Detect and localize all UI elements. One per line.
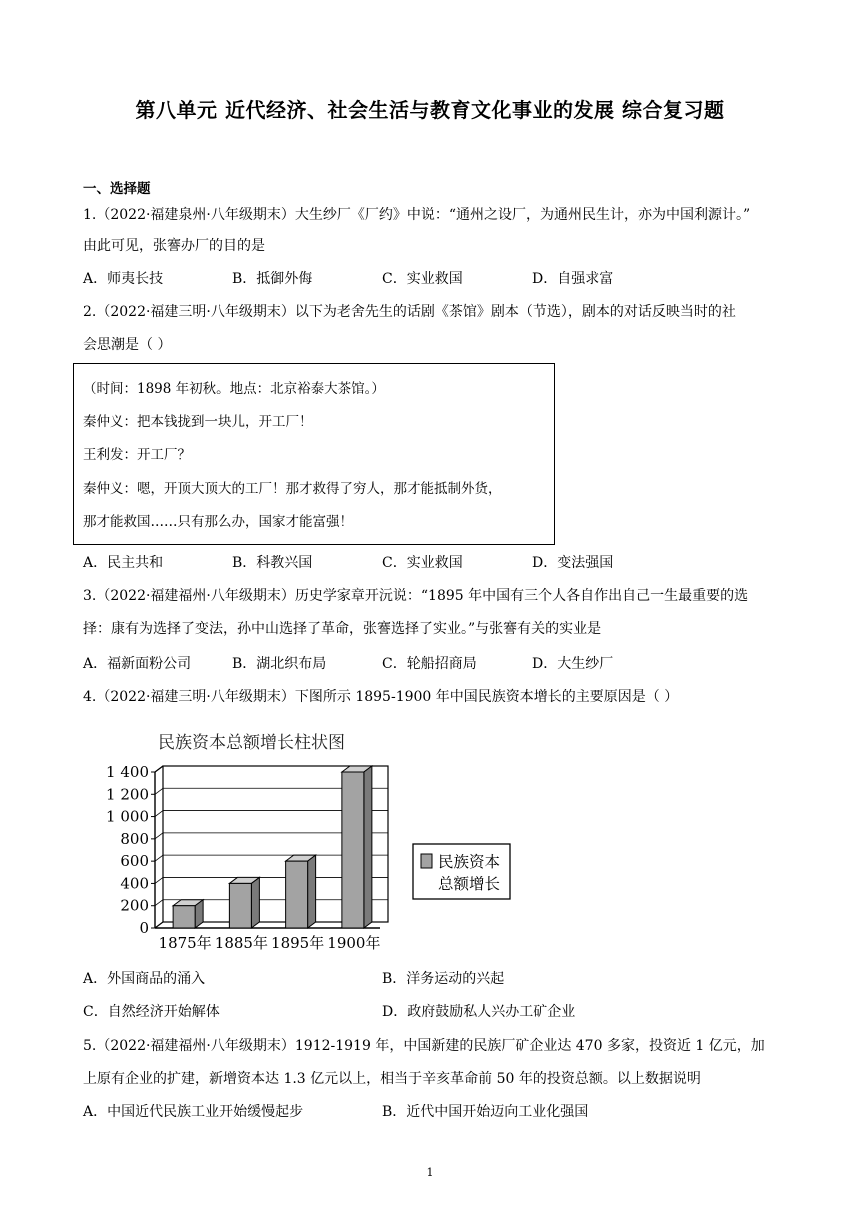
q5-option-a[interactable]: A．中国近代民族工业开始缓慢起步	[83, 1104, 304, 1120]
q3-option-d[interactable]: D．大生纱厂	[532, 656, 614, 672]
chart-gridline	[155, 877, 163, 883]
chart-bar-side	[308, 855, 316, 928]
q3-option-b[interactable]: B．湖北织布局	[232, 656, 327, 672]
q4-option-a[interactable]: A．外国商品的涌入	[83, 971, 206, 987]
q4-option-c[interactable]: C．自然经济开始解体	[83, 1004, 220, 1020]
chart-x-tick-label: 1885年	[214, 934, 268, 952]
chart-legend-swatch	[421, 854, 432, 868]
q2-stem-line1: 2.（2022·福建三明·八年级期末）以下为老舍先生的话剧《茶馆》剧本（节选），剧本的对话反映当时的社	[83, 304, 736, 320]
q4-option-b[interactable]: B．洋务运动的兴起	[382, 971, 505, 987]
chart-gridline	[155, 788, 163, 794]
excerpt-line: 秦仲义：嗯，开顶大顶大的工厂！那才救得了穷人，那才能抵制外货，	[83, 481, 502, 497]
chart-y-tick-label: 1 400	[106, 763, 149, 781]
q3-option-a[interactable]: A．福新面粉公司	[83, 656, 192, 672]
chart-bar-side	[364, 766, 372, 928]
excerpt-line: 那才能救国……只有那么办，国家才能富强！	[83, 514, 353, 530]
chart-floor-edge	[155, 922, 163, 928]
q3-stem-line1: 3.（2022·福建福州·八年级期末）历史学家章开沅说：“1895 年中国有三个人各自作出自己一生最重要的选	[83, 588, 749, 604]
page-number: 1	[426, 1166, 434, 1179]
chart-y-tick-label: 1 200	[106, 785, 149, 804]
q2-option-b[interactable]: B．科教兴国	[232, 555, 313, 571]
chart-x-tick-label: 1875年	[158, 934, 212, 952]
chart-title: 民族资本总额增长柱状图	[158, 733, 345, 753]
q2-option-d[interactable]: D．变法强国	[532, 555, 614, 571]
excerpt-line: （时间：1898 年初秋。地点：北京裕泰大茶馆。）	[83, 381, 385, 397]
chart-legend-label: 民族资本	[438, 853, 501, 871]
chart-y-tick-label: 0	[139, 919, 149, 937]
section-heading: 一、选择题	[83, 181, 151, 197]
q4-option-d[interactable]: D．政府鼓励私人兴办工矿企业	[382, 1004, 576, 1020]
chart-bar-side	[251, 877, 259, 928]
chart-y-tick-label: 400	[120, 874, 149, 893]
q3-option-c[interactable]: C．轮船招商局	[382, 656, 477, 672]
chart-bar	[286, 861, 308, 928]
q4-stem: 4.（2022·福建三明·八年级期末）下图所示 1895-1900 年中国民族资本增长的主要原因是（ ）	[83, 689, 679, 705]
chart-bar	[173, 906, 195, 928]
chart-y-tick-label: 600	[120, 852, 149, 871]
chart-y-tick-label: 200	[120, 896, 149, 915]
chart-bar	[342, 772, 364, 928]
q5-stem-line1: 5.（2022·福建福州·八年级期末）1912-1919 年，中国新建的民族厂矿企业达 470 多家，投资近 1 亿元，加	[83, 1038, 765, 1054]
q1-option-b[interactable]: B．抵御外侮	[232, 271, 313, 287]
q1-stem-line1: 1.（2022·福建泉州·八年级期末）大生纱厂《厂约》中说：“通州之设厂，为通州民生计，亦为中国利源计。”	[83, 207, 751, 223]
chart-bar	[229, 883, 251, 928]
chart-y-tick-label: 1 000	[106, 807, 149, 826]
excerpt-line: 秦仲义：把本钱拢到一块儿，开工厂！	[83, 414, 313, 430]
chart-x-tick-label: 1895年	[271, 934, 325, 952]
chart-gridline	[155, 766, 163, 772]
chart-y-tick-label: 800	[120, 829, 149, 848]
chart-legend-label: 总额增长	[438, 875, 501, 893]
chart-gridline	[155, 900, 163, 906]
q2-option-a[interactable]: A．民主共和	[83, 555, 164, 571]
play-excerpt-box	[73, 363, 555, 545]
q1-option-a[interactable]: A．师夷长技	[83, 271, 164, 287]
q1-stem-line2: 由此可见，张謇办厂的目的是	[83, 238, 265, 254]
q3-stem-line2: 择：康有为选择了变法，孙中山选择了革命，张謇选择了实业。”与张謇有关的实业是	[83, 621, 602, 637]
page-title: 第八单元 近代经济、社会生活与教育文化事业的发展 综合复习题	[135, 98, 725, 122]
q2-option-c[interactable]: C．实业救国	[382, 555, 463, 571]
chart-x-tick-label: 1900年	[327, 934, 381, 952]
q5-option-b[interactable]: B．近代中国开始迈向工业化强国	[382, 1104, 589, 1120]
capital-growth-bar-chart	[100, 726, 520, 956]
excerpt-line: 王利发：开工厂？	[83, 447, 191, 463]
q1-option-c[interactable]: C．实业救国	[382, 271, 463, 287]
q2-stem-line2: 会思潮是（ ）	[83, 337, 172, 353]
chart-gridline	[155, 833, 163, 839]
chart-gridline	[155, 855, 163, 861]
chart-gridline	[155, 811, 163, 817]
q1-option-d[interactable]: D．自强求富	[532, 271, 614, 287]
q5-stem-line2: 上原有企业的扩建，新增资本达 1.3 亿元以上，相当于辛亥革命前 50 年的投资总额。以上数据说明	[83, 1071, 701, 1087]
